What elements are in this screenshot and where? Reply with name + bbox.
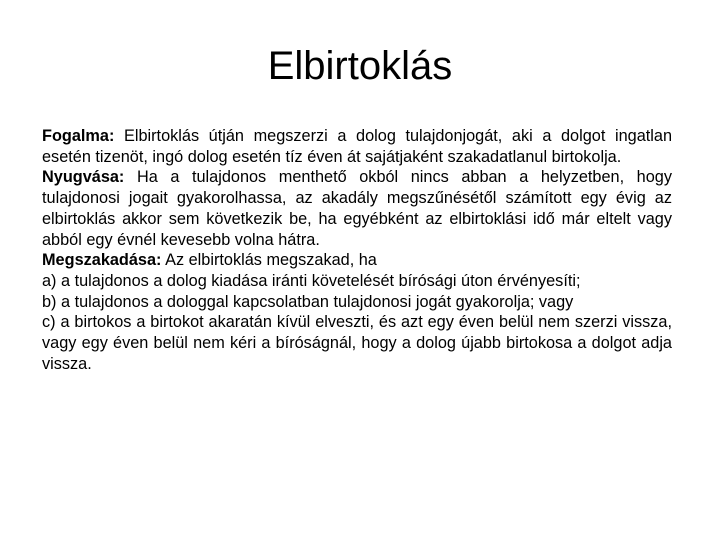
paragraph-text: c) a birtokos a birtokot akaratán kívül elveszti, és azt egy éven belül nem szerzi vissza, vagy egy éven belül nem kéri a bíróságnál, hogy a dolog újabb birtokosa a dolgot adja vissza. [42, 313, 672, 373]
paragraph-fogalma [42, 126, 672, 167]
paragraph-text: a) a tulajdonos a dolog kiadása iránti követelését bírósági úton érvényesíti; [42, 271, 581, 290]
list-item-a [42, 271, 672, 292]
slide-title: Elbirtoklás [267, 44, 453, 88]
paragraph-text: b) a tulajdonos a dologgal kapcsolatban tulajdonosi jogát gyakorolja; vagy [42, 292, 574, 311]
paragraph-text: Az elbirtoklás megszakad, ha [161, 251, 377, 270]
list-item-c [42, 312, 672, 374]
slide-body [42, 126, 672, 374]
paragraph-megszakadasa [42, 250, 672, 271]
list-item-b [42, 292, 672, 313]
paragraph-label: Megszakadása: [42, 251, 162, 270]
paragraph-label: Fogalma: [42, 127, 115, 145]
paragraph-label: Nyugvása: [42, 168, 125, 187]
paragraph-text: Elbirtoklás útján megszerzi a dolog tulajdonjogát, aki a dolgot ingatlan esetén tizenöt, ingó dolog esetén tíz éven át sajátjaként szakadatlanul birtokolja. [42, 127, 672, 166]
paragraph-nyugvasa [42, 167, 672, 250]
paragraph-text: Ha a tulajdonos menthető okból nincs abban a helyzetben, hogy tulajdonosi jogait gyakorolhassa, az akadály megszűnésétől számított egy évig az elbirtoklás akkor sem következik be, ha egyébként az elbirtoklási idő már eltelt vagy abból egy évnél kevesebb volna hátra. [42, 168, 672, 249]
